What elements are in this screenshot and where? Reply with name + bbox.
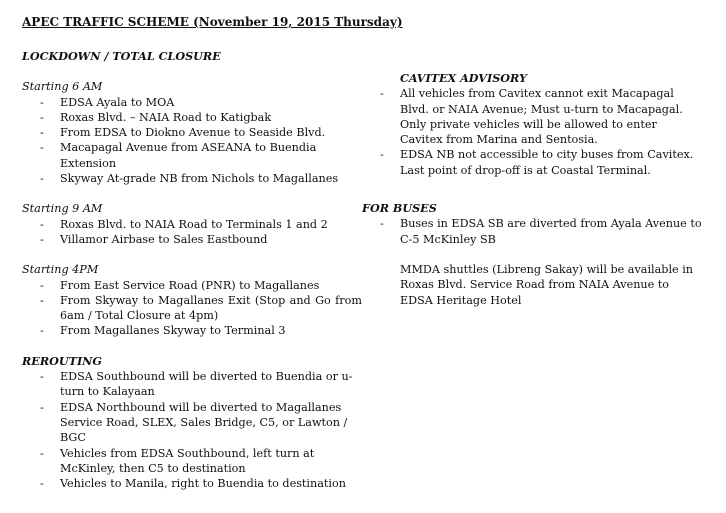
group-label-4pm: Starting 4PM [22, 263, 99, 277]
group-list-6am [22, 95, 362, 187]
buses-heading: FOR BUSES [362, 201, 437, 216]
group-list-9am [22, 217, 362, 248]
list-item: - Buses in EDSA SB are diverted from Ayala Avenue to C-5 McKinley SB [362, 216, 702, 247]
list-item: - EDSA NB not accessible to city buses from Cavitex. Last point of drop-off is at Coastal Terminal. [362, 147, 702, 178]
right-column [362, 71, 702, 308]
group-label-6am: Starting 6 AM [22, 80, 103, 94]
rerouting-list [22, 369, 362, 491]
rerouting-heading: REROUTING [22, 353, 102, 368]
list-item: - Skyway At-grade NB from Nichols to Magallanes [22, 171, 362, 186]
list-item: - EDSA Southbound will be diverted to Buendia or u-turn to Kalayaan [22, 369, 362, 400]
list-item: - Vehicles to Manila, right to Buendia to destination [22, 476, 362, 491]
list-item: - EDSA Ayala to MOA [22, 95, 362, 110]
list-item: - From EDSA to Diokno Avenue to Seaside Blvd. [22, 125, 362, 140]
list-item: - Macapagal Avenue from ASEANA to Buendia Extension [22, 140, 362, 171]
list-item: - EDSA Northbound will be diverted to Magallanes Service Road, SLEX, Sales Bridge, C5, or Lawton / BGC [22, 400, 362, 446]
left-column [22, 49, 362, 491]
page-title: APEC TRAFFIC SCHEME (November 19, 2015 Thursday) [22, 15, 403, 29]
list-item: - From East Service Road (PNR) to Magallanes [22, 278, 362, 293]
list-item: - All vehicles from Cavitex cannot exit Macapagal Blvd. or NAIA Avenue; Must u-turn to Macapagal. Only private vehicles will be allowed to enter Cavitex from Marina and Sentosia. [362, 86, 702, 147]
list-item: - From Magallanes Skyway to Terminal 3 [22, 323, 362, 338]
list-item: - Roxas Blvd. to NAIA Road to Terminals 1 and 2 [22, 217, 362, 232]
cavitex-list [362, 86, 702, 178]
buses-list [362, 216, 702, 247]
list-item: - From Skyway to Magallanes Exit (Stop and Go from 6am / Total Closure at 4pm) [22, 293, 362, 324]
list-item: - Villamor Airbase to Sales Eastbound [22, 232, 362, 247]
list-item: - Vehicles from EDSA Southbound, left turn at McKinley, then C5 to destination [22, 446, 362, 477]
group-list-4pm [22, 278, 362, 339]
shuttle-note: MMDA shuttles (Libreng Sakay) will be available in Roxas Blvd. Service Road from NAIA Avenue to EDSA Heritage Hotel [400, 262, 693, 307]
cavitex-heading: CAVITEX ADVISORY [400, 71, 527, 85]
group-label-9am: Starting 9 AM [22, 202, 103, 216]
list-item: - Roxas Blvd. – NAIA Road to Katigbak [22, 110, 362, 125]
lockdown-heading: LOCKDOWN / TOTAL CLOSURE [22, 49, 221, 63]
